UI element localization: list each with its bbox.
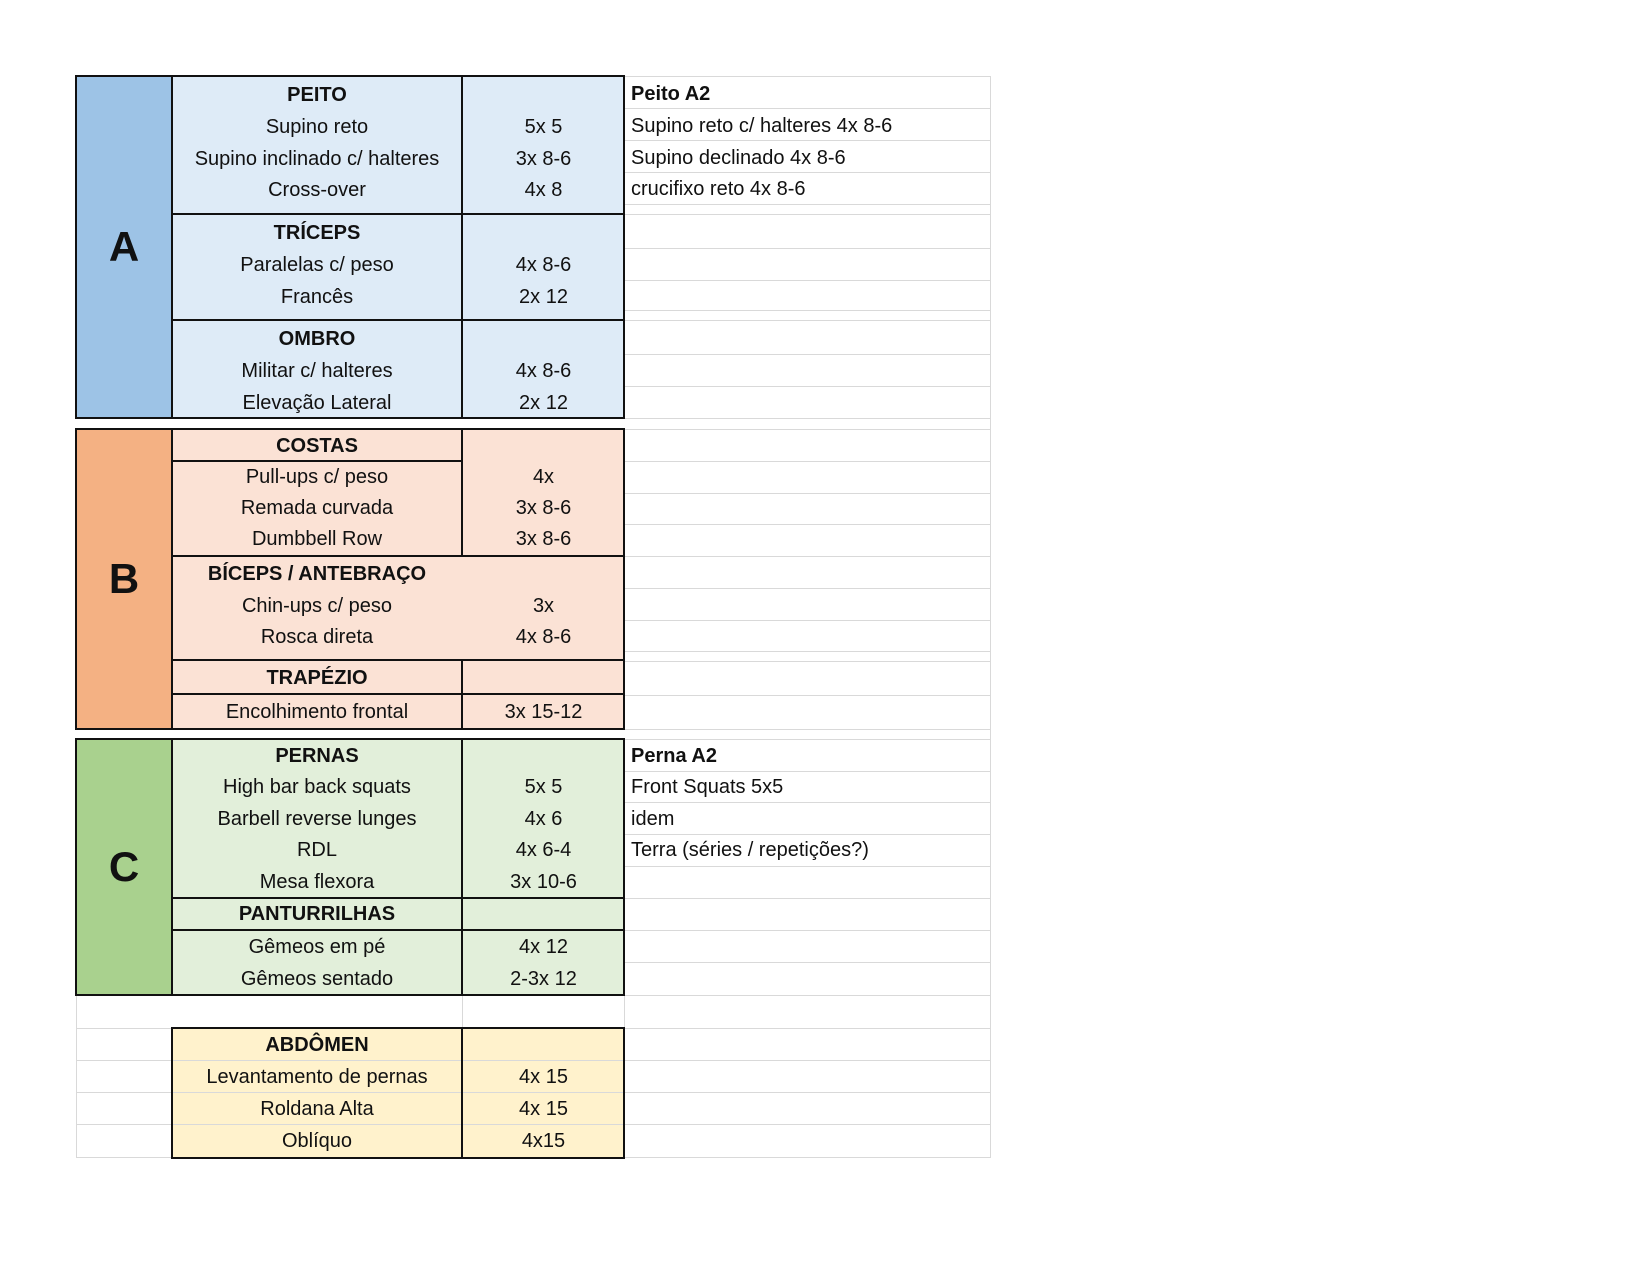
exercise-name: Supino reto bbox=[265, 115, 369, 138]
peito-title: PEITO bbox=[287, 83, 347, 106]
exercise-name: Elevação Lateral bbox=[242, 391, 392, 414]
exercise-sets: 4x 12 bbox=[519, 935, 568, 958]
exercise-sets: 4x bbox=[532, 466, 555, 488]
exercise-sets: 3x 15-12 bbox=[504, 700, 583, 723]
exercise-name: Gêmeos sentado bbox=[240, 967, 394, 990]
exercise-name: Encolhimento frontal bbox=[225, 700, 409, 723]
exercise-name: Rosca direta bbox=[260, 625, 374, 648]
exercise-sets: 2-3x 12 bbox=[510, 967, 577, 990]
grid-line bbox=[624, 651, 990, 652]
exercise-sets: 4x 8-6 bbox=[515, 625, 572, 648]
exercise-name: Supino inclinado c/ halteres bbox=[194, 147, 440, 170]
grid-line bbox=[624, 461, 990, 462]
grid-line bbox=[624, 493, 990, 494]
divider bbox=[171, 659, 625, 661]
exercise-sets: 5x 5 bbox=[524, 775, 563, 798]
exercise-name: Oblíquo bbox=[281, 1129, 353, 1152]
alt-line: idem bbox=[631, 807, 675, 830]
exercise-sets: 2x 12 bbox=[519, 391, 568, 414]
ombro-title: OMBRO bbox=[278, 327, 356, 350]
grid-line bbox=[624, 76, 990, 77]
exercise-name: Cross-over bbox=[268, 178, 366, 201]
exercise-sets: 3x 8-6 bbox=[515, 528, 572, 550]
exercise-name: Pull-ups c/ peso bbox=[245, 466, 389, 488]
alt-line: Supino reto c/ halteres 4x 8-6 bbox=[631, 114, 893, 137]
exercise-name: High bar back squats bbox=[223, 775, 411, 798]
grid-line bbox=[76, 995, 77, 1157]
panturrilhas-title: PANTURRILHAS bbox=[238, 903, 396, 925]
block-b-letter: B bbox=[108, 555, 140, 602]
exercise-sets: 3x bbox=[532, 594, 555, 617]
block-a-letter: A bbox=[108, 223, 140, 270]
exercise-name: Barbell reverse lunges bbox=[217, 807, 417, 830]
abdomen-title: ABDÔMEN bbox=[265, 1033, 369, 1056]
block-c-letter: C bbox=[108, 843, 140, 890]
exercise-name: Roldana Alta bbox=[260, 1097, 374, 1120]
exercise-name: Chin-ups c/ peso bbox=[241, 594, 393, 617]
exercise-sets: 3x 8-6 bbox=[515, 497, 572, 519]
exercise-sets: 4x 6 bbox=[524, 807, 563, 830]
divider bbox=[171, 213, 625, 215]
pernas-title: PERNAS bbox=[275, 744, 359, 767]
grid-line bbox=[624, 930, 990, 931]
biceps-title: BÍCEPS / ANTEBRAÇO bbox=[207, 562, 427, 585]
triceps-title: TRÍCEPS bbox=[273, 221, 361, 244]
divider bbox=[171, 319, 625, 321]
grid-line bbox=[624, 898, 990, 899]
grid-line bbox=[624, 320, 990, 321]
grid-line bbox=[624, 962, 990, 963]
grid-line bbox=[624, 386, 990, 387]
exercise-name: Francês bbox=[280, 285, 354, 308]
exercise-sets: 3x 10-6 bbox=[510, 870, 577, 893]
exercise-sets: 4x 6-4 bbox=[515, 838, 572, 861]
exercise-sets: 2x 12 bbox=[519, 285, 568, 308]
grid-line bbox=[624, 280, 990, 281]
exercise-name: Mesa flexora bbox=[259, 870, 375, 893]
grid-line bbox=[624, 661, 990, 662]
grid-line bbox=[990, 76, 991, 1158]
exercise-name: Paralelas c/ peso bbox=[240, 253, 394, 276]
exercise-name: Militar c/ halteres bbox=[241, 359, 393, 382]
alt-line: Terra (séries / repetições?) bbox=[631, 838, 869, 861]
grid-line bbox=[624, 866, 990, 867]
alt-title-perna-a2: Perna A2 bbox=[631, 744, 717, 767]
alt-line: Supino declinado 4x 8-6 bbox=[631, 146, 846, 169]
divider bbox=[171, 555, 625, 557]
alt-line: Front Squats 5x5 bbox=[631, 775, 784, 798]
grid-line bbox=[624, 556, 990, 557]
grid-line bbox=[624, 248, 990, 249]
grid-line bbox=[624, 620, 990, 621]
grid-line bbox=[624, 214, 990, 215]
exercise-sets: 5x 5 bbox=[524, 115, 563, 138]
exercise-sets: 4x 15 bbox=[519, 1097, 568, 1120]
grid-line bbox=[624, 354, 990, 355]
grid-line bbox=[624, 588, 990, 589]
costas-title: COSTAS bbox=[276, 435, 358, 457]
exercise-sets: 4x 15 bbox=[519, 1065, 568, 1088]
exercise-name: Levantamento de pernas bbox=[206, 1065, 428, 1088]
exercise-sets: 4x15 bbox=[521, 1129, 566, 1152]
grid-line bbox=[624, 310, 990, 311]
exercise-sets: 4x 8 bbox=[524, 178, 563, 201]
exercise-sets: 4x 8-6 bbox=[515, 359, 572, 382]
exercise-name: Dumbbell Row bbox=[251, 528, 383, 550]
exercise-sets: 4x 8-6 bbox=[515, 253, 572, 276]
grid-line bbox=[624, 995, 625, 1028]
grid-line bbox=[462, 995, 463, 1028]
exercise-name: Remada curvada bbox=[240, 497, 394, 519]
grid-line bbox=[624, 695, 990, 696]
trapezio-title: TRAPÉZIO bbox=[266, 666, 368, 689]
exercise-name: RDL bbox=[296, 838, 337, 861]
alt-title-peito-a2: Peito A2 bbox=[631, 82, 711, 105]
alt-line: crucifixo reto 4x 8-6 bbox=[631, 177, 806, 200]
grid-line bbox=[624, 524, 990, 525]
exercise-sets: 3x 8-6 bbox=[515, 147, 572, 170]
exercise-name: Gêmeos em pé bbox=[248, 935, 386, 958]
